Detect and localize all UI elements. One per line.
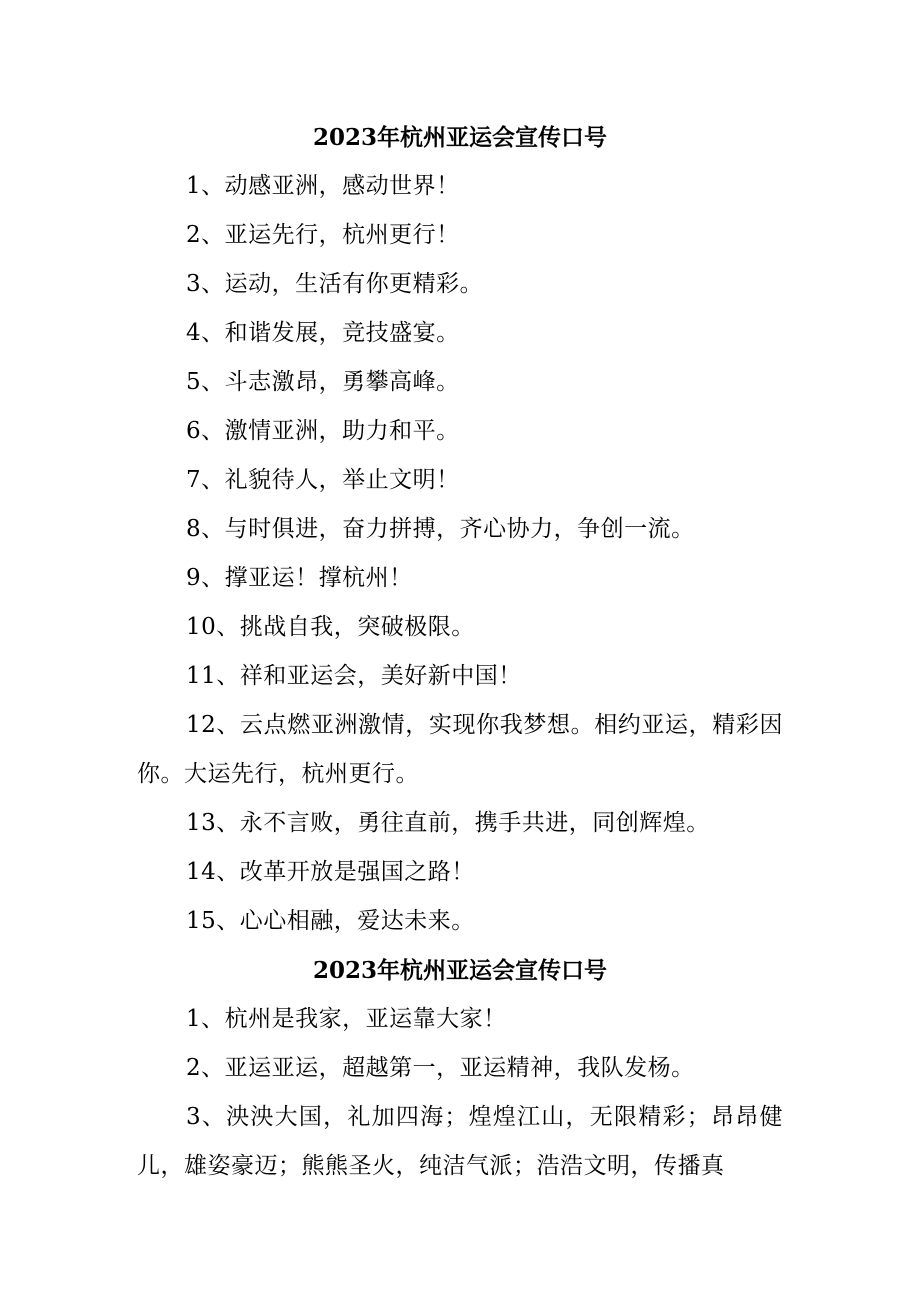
section-title: 2023年杭州亚运会宣传口号 [312, 957, 607, 984]
section-title: 2023年杭州亚运会宣传口号 [312, 124, 607, 151]
slogan-item: 8、与时俱进，奋力拼搏，齐心协力，争创一流。 [186, 516, 695, 542]
slogan-item: 10、挑战自我，突破极限。 [186, 614, 475, 640]
slogan-item: 11、祥和亚运会，美好新中国！ [186, 663, 522, 689]
slogan-item: 15、心心相融，爱达未来。 [186, 908, 475, 934]
slogan-item: 2、亚运先行，杭州更行！ [186, 222, 460, 248]
slogan-item: 13、永不言败，勇往直前，携手共进，同创辉煌。 [186, 810, 710, 836]
document-body [137, 113, 783, 1191]
slogan-item: 14、改革开放是强国之路！ [186, 859, 475, 885]
slogan-item: 7、礼貌待人，举止文明！ [186, 467, 460, 493]
slogan-item: 3、运动，生活有你更精彩。 [186, 271, 484, 297]
slogan-item: 9、撑亚运！撑杭州！ [186, 565, 413, 591]
slogan-item: 3、泱泱大国，礼加四海；煌煌江山，无限精彩；昂昂健儿，雄姿豪迈；熊熊圣火，纯洁气派；浩浩文明，传播真 [137, 1104, 783, 1179]
slogan-item: 6、激情亚洲，助力和平。 [186, 418, 460, 444]
slogan-item: 12、云点燃亚洲激情，实现你我梦想。相约亚运，精彩因你。大运先行，杭州更行。 [137, 712, 783, 787]
slogan-item: 1、杭州是我家，亚运靠大家！ [186, 1006, 507, 1032]
slogan-item: 4、和谐发展，竞技盛宴。 [186, 320, 460, 346]
slogan-section-2 [137, 946, 783, 1191]
slogan-section-1 [137, 113, 783, 946]
slogan-item: 5、斗志激昂，勇攀高峰。 [186, 369, 460, 395]
slogan-item: 1、动感亚洲，感动世界！ [186, 173, 460, 199]
slogan-item: 2、亚运亚运，超越第一，亚运精神，我队发杨。 [186, 1055, 695, 1081]
